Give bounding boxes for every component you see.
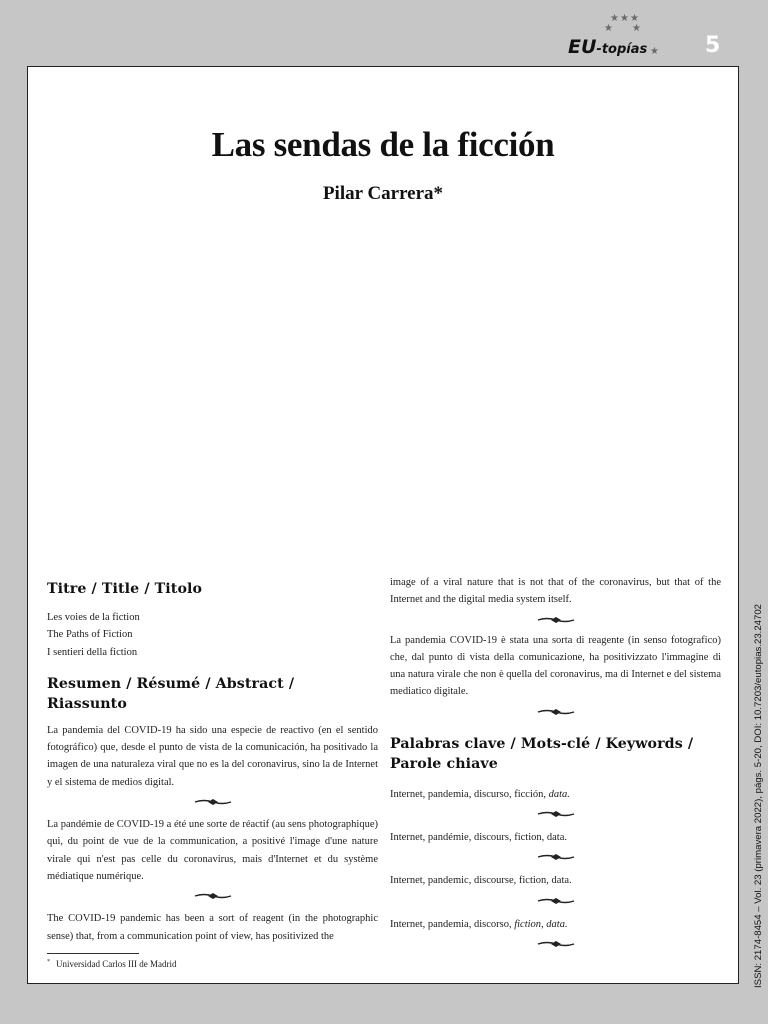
keywords-it-italic: fiction, data. <box>514 918 568 930</box>
abstract-en-part1: The COVID-19 pandemic has been a sort of reagent (in the photographic sense) that, from a communication point of view, has positivized the <box>47 913 378 942</box>
keywords-it-text: Internet, pandemia, discorso, <box>390 918 512 930</box>
issn-citation: ISSN: 2174-8454 – Vol. 23 (primavera 2022), págs. 5-20, DOI: 10.7203/eutopias.23.24702 <box>753 603 764 988</box>
keywords-es <box>390 786 721 803</box>
footnote-rule <box>47 953 139 954</box>
keywords-es-text: Internet, pandemia, discurso, ficción, <box>390 788 546 800</box>
article-title: Las sendas de la ficción <box>211 125 555 164</box>
title-heading: Titre / Title / Titolo <box>47 581 203 597</box>
keywords-heading: Palabras clave / Mots-clé / Keywords / Parole chiave <box>390 735 694 772</box>
abstract-fr: La pandémie de COVID-19 a été une sorte de réactif (au sens photographique) qui, du point de vue de la communication, a positivé l'image d'une nature virale qui n'est pas celle du coronavirus, mais d'Internet et du système médiatique numérique. <box>47 819 378 882</box>
abstract-heading: Resumen / Résumé / Abstract / Riassunto <box>47 675 295 712</box>
stars-icon: ★★★ ★ ★ <box>604 13 642 34</box>
translated-titles <box>47 609 378 661</box>
ornament-divider <box>47 796 378 808</box>
journal-logo <box>566 14 666 62</box>
logo-rest: -topías <box>596 42 648 57</box>
ornament-divider <box>390 614 721 626</box>
left-column <box>47 579 378 945</box>
abstract-en-part2: image of a viral nature that is not that of the coronavirus, but that of the Internet and the digital media system itself. <box>390 577 721 606</box>
keywords-es-italic: data. <box>548 788 570 800</box>
ornament-divider <box>390 706 721 718</box>
article-panel <box>27 66 739 984</box>
abstract-it: La pandemia COVID-19 è stata una sorta di reagente (in senso fotografico) che, dal punto di vista della comunicazione, ha positivizzato l'immagine di una natura virale che non è quella del coronavirus, ma di Internet e del sistema mediatico digitale. <box>390 634 721 698</box>
star-icon: ★ <box>650 46 659 57</box>
page-number: 5 <box>705 33 721 58</box>
logo-text <box>568 36 647 58</box>
ornament-divider <box>390 808 721 820</box>
article-author: Pilar Carrera* <box>322 183 444 204</box>
keywords-it <box>390 916 721 933</box>
title-fr: Les voies de la fiction <box>47 612 140 623</box>
title-it: I sentieri della fiction <box>47 646 138 658</box>
right-column <box>390 579 721 956</box>
abstract-es: La pandemia del COVID-19 ha sido una especie de reactivo (en el sentido fotográfico) que, desde el punto de vista de la comunicación, ha positivado la imagen de una naturaleza viral que no es la del coronavirus, sino la de Internet y el sistema de medios digital. <box>47 724 378 788</box>
footnote-text: Universidad Carlos III de Madrid <box>56 959 177 969</box>
title-en: The Paths of Fiction <box>47 629 133 641</box>
keywords-fr: Internet, pandémie, discours, fiction, data. <box>390 832 567 844</box>
ornament-divider <box>390 938 721 950</box>
ornament-divider <box>390 851 721 863</box>
ornament-divider <box>47 890 378 902</box>
footnote-marker: * <box>47 959 50 965</box>
logo-main: EU <box>568 36 597 58</box>
ornament-divider <box>390 895 721 907</box>
footnote <box>47 959 176 969</box>
keywords-en: Internet, pandemic, discourse, fiction, data. <box>390 875 572 887</box>
